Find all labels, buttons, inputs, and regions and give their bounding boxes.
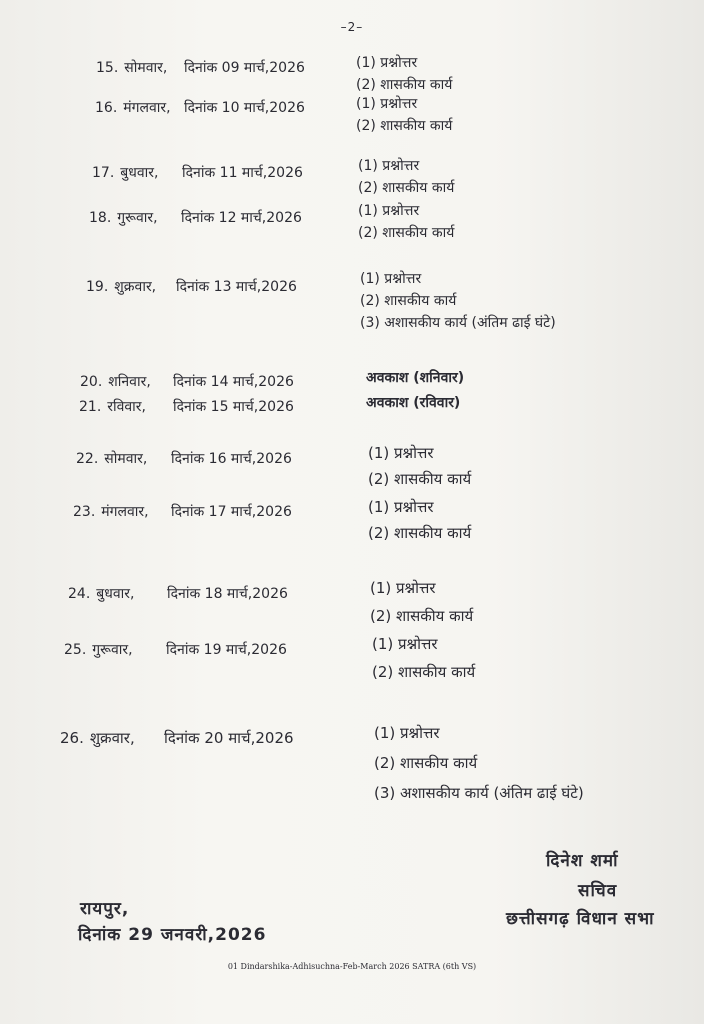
entry-23-items xyxy=(368,494,471,546)
entry-date: दिनांक 10 मार्च,2026 xyxy=(184,100,305,116)
agenda-item: (2) शासकीय कार्य xyxy=(368,524,472,542)
entry-26 xyxy=(60,728,294,748)
entry-day: शनिवार, xyxy=(108,374,151,390)
entry-date: दिनांक 13 मार्च,2026 xyxy=(176,279,297,295)
entry-day: बुधवार, xyxy=(96,586,135,602)
entry-number: 24. xyxy=(68,586,91,602)
agenda-item: (1) प्रश्नोत्तर xyxy=(356,55,418,71)
entry-day: शुक्रवार, xyxy=(114,279,157,295)
issue-place: रायपुर, xyxy=(80,899,130,919)
holiday-label: अवकाश (रविवार) xyxy=(366,395,461,411)
entry-number: 25. xyxy=(64,642,87,658)
entry-number: 16. xyxy=(95,100,118,116)
entry-21 xyxy=(79,397,294,417)
entry-day: बुधवार, xyxy=(120,165,159,181)
entry-20 xyxy=(80,372,294,392)
entry-number: 22. xyxy=(76,451,99,467)
signatory-name: दिनेश शर्मा xyxy=(546,851,619,871)
entry-day: सोमवार, xyxy=(104,451,148,467)
entry-22 xyxy=(76,449,292,469)
entry-number: 17. xyxy=(92,165,115,181)
signatory-title: सचिव xyxy=(578,881,618,901)
agenda-item: (1) प्रश्नोत्तर xyxy=(356,96,418,112)
entry-16-items xyxy=(356,93,452,137)
entry-number: 19. xyxy=(86,279,109,295)
entry-19-items xyxy=(360,268,556,334)
issue-date: दिनांक 29 जनवरी,2026 xyxy=(78,925,267,945)
entry-date: दिनांक 17 मार्च,2026 xyxy=(171,504,292,520)
agenda-item: (2) शासकीय कार्य xyxy=(356,118,453,134)
entry-19 xyxy=(86,277,297,297)
agenda-item: (1) प्रश्नोत्तर xyxy=(358,158,420,174)
entry-date: दिनांक 14 मार्च,2026 xyxy=(173,374,294,390)
agenda-item: (1) प्रश्नोत्तर xyxy=(368,498,434,516)
entry-18 xyxy=(89,208,302,228)
entry-17 xyxy=(92,163,303,183)
entry-date: दिनांक 19 मार्च,2026 xyxy=(166,642,287,658)
agenda-item: (2) शासकीय कार्य xyxy=(370,607,474,625)
agenda-item: (2) शासकीय कार्य xyxy=(358,225,455,241)
entry-25 xyxy=(64,640,287,660)
entry-17-items xyxy=(358,155,454,199)
entry-18-items xyxy=(358,200,454,244)
agenda-item: (1) प्रश्नोत्तर xyxy=(358,203,420,219)
entry-date: दिनांक 18 मार्च,2026 xyxy=(167,586,288,602)
entry-day: मंगलवार, xyxy=(123,100,171,116)
entry-day: सोमवार, xyxy=(124,60,168,76)
agenda-item: (3) अशासकीय कार्य (अंतिम ढाई घंटे) xyxy=(374,784,584,802)
entry-23 xyxy=(73,502,292,522)
entry-day: शुक्रवार, xyxy=(89,729,135,747)
entry-number: 21. xyxy=(79,399,102,415)
entry-number: 20. xyxy=(80,374,103,390)
agenda-item: (1) प्रश्नोत्तर xyxy=(368,444,434,462)
entry-date: दिनांक 16 मार्च,2026 xyxy=(171,451,292,467)
entry-number: 18. xyxy=(89,210,112,226)
entry-number: 26. xyxy=(60,729,84,747)
entry-15 xyxy=(96,58,305,78)
agenda-item: (2) शासकीय कार्य xyxy=(356,77,453,93)
entry-date: दिनांक 12 मार्च,2026 xyxy=(181,210,302,226)
entry-24 xyxy=(68,584,288,604)
agenda-item: (2) शासकीय कार्य xyxy=(360,293,457,309)
agenda-item: (3) अशासकीय कार्य (अंतिम ढाई घंटे) xyxy=(360,315,556,331)
entry-date: दिनांक 20 मार्च,2026 xyxy=(164,729,294,747)
entry-day: गुरूवार, xyxy=(117,210,158,226)
agenda-item: (1) प्रश्नोत्तर xyxy=(370,579,436,597)
entry-24-items xyxy=(370,574,473,630)
entry-date: दिनांक 09 मार्च,2026 xyxy=(184,60,305,76)
holiday-label: अवकाश (शनिवार) xyxy=(366,370,465,386)
agenda-item: (1) प्रश्नोत्तर xyxy=(360,271,422,287)
entry-16 xyxy=(95,98,305,118)
entry-date: दिनांक 11 मार्च,2026 xyxy=(182,165,303,181)
entry-25-items xyxy=(372,630,475,686)
agenda-item: (2) शासकीय कार्य xyxy=(374,754,478,772)
agenda-item: (2) शासकीय कार्य xyxy=(358,180,455,196)
entry-day: रविवार, xyxy=(107,399,146,415)
agenda-item: (2) शासकीय कार्य xyxy=(372,663,476,681)
entry-day: गुरूवार, xyxy=(92,642,133,658)
signatory-organization: छत्तीसगढ़ विधान सभा xyxy=(506,909,655,929)
entry-day: मंगलवार, xyxy=(101,504,149,520)
entry-number: 23. xyxy=(73,504,96,520)
page-number: –2– xyxy=(340,20,364,34)
agenda-item: (1) प्रश्नोत्तर xyxy=(374,724,440,742)
entry-date: दिनांक 15 मार्च,2026 xyxy=(173,399,294,415)
document-footer-code: 01 Dindarshika-Adhisuchna-Feb-March 2026 SATRA (6th VS) xyxy=(227,962,477,971)
agenda-item: (1) प्रश्नोत्तर xyxy=(372,635,438,653)
entry-number: 15. xyxy=(96,60,119,76)
agenda-item: (2) शासकीय कार्य xyxy=(368,470,472,488)
entry-26-items xyxy=(374,718,584,808)
entry-22-items xyxy=(368,440,471,492)
entry-15-items xyxy=(356,52,452,96)
